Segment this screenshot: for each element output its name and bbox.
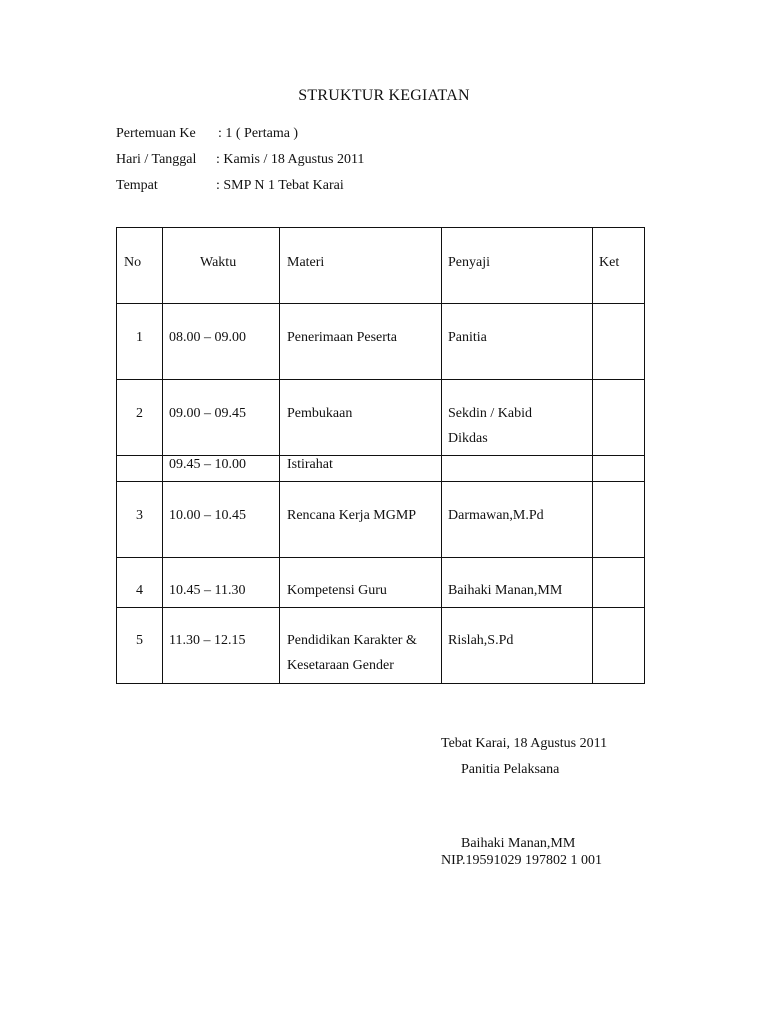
- ket-cell: [593, 608, 644, 683]
- table-row: [117, 558, 645, 608]
- info-label: Hari / Tanggal: [116, 152, 197, 167]
- ket-cell: [593, 304, 644, 379]
- table-row: [117, 304, 645, 380]
- materi-cell: Pendidikan Karakter &: [287, 633, 417, 648]
- info-label: Tempat: [116, 178, 158, 193]
- table-row: [117, 482, 645, 558]
- waktu-cell: 10.45 – 11.30: [169, 583, 246, 598]
- ket-cell: [593, 558, 644, 607]
- no-cell: 3: [136, 508, 143, 523]
- header-cell: Waktu: [200, 255, 237, 270]
- materi-cell: Kompetensi Guru: [287, 583, 387, 598]
- materi-cell-line2: Kesetaraan Gender: [287, 658, 394, 673]
- materi-cell: Rencana Kerja MGMP: [287, 508, 417, 523]
- header-cell: Ket: [599, 255, 620, 270]
- header-cell: Materi: [287, 255, 325, 270]
- waktu-cell: 10.00 – 10.45: [169, 508, 246, 523]
- penyaji-cell: Darmawan,M.Pd: [448, 508, 544, 523]
- info-label: Pertemuan Ke: [116, 126, 196, 141]
- info-value: : 1 ( Pertama ): [218, 126, 299, 141]
- penyaji-cell-line2: Dikdas: [448, 431, 488, 446]
- ket-cell: [593, 456, 644, 481]
- no-cell: 1: [136, 330, 143, 345]
- no-cell: 2: [136, 406, 143, 421]
- document-title: STRUKTUR KEGIATAN: [298, 87, 470, 104]
- table-row: [117, 608, 645, 684]
- no-cell: 4: [136, 583, 143, 598]
- table-header-row: [117, 228, 645, 304]
- schedule-table: [116, 227, 645, 684]
- table-row: [117, 380, 645, 456]
- signature-nip: NIP.19591029 197802 1 001: [441, 853, 603, 868]
- waktu-cell: 08.00 – 09.00: [169, 330, 246, 345]
- table-row: [117, 456, 645, 482]
- penyaji-cell: [442, 456, 592, 481]
- waktu-cell: 09.00 – 09.45: [169, 406, 246, 421]
- penyaji-cell: Panitia: [448, 330, 487, 345]
- header-cell: Penyaji: [448, 255, 490, 270]
- no-cell: [117, 456, 162, 481]
- materi-cell: Pembukaan: [287, 406, 353, 421]
- waktu-cell: 09.45 – 10.00: [169, 457, 246, 472]
- ket-cell: [593, 380, 644, 455]
- ket-cell: [593, 482, 644, 557]
- penyaji-cell: Rislah,S.Pd: [448, 633, 514, 648]
- signature-role: Panitia Pelaksana: [461, 762, 560, 777]
- penyaji-cell: Baihaki Manan,MM: [448, 583, 563, 598]
- no-cell: 5: [136, 633, 143, 648]
- penyaji-cell: Sekdin / Kabid: [448, 406, 532, 421]
- waktu-cell: 11.30 – 12.15: [169, 633, 246, 648]
- info-value: : Kamis / 18 Agustus 2011: [216, 152, 365, 167]
- signature-place-date: Tebat Karai, 18 Agustus 2011: [441, 736, 608, 751]
- materi-cell: Penerimaan Peserta: [287, 330, 398, 345]
- materi-cell: Istirahat: [287, 457, 333, 472]
- info-value: : SMP N 1 Tebat Karai: [216, 178, 344, 193]
- signature-name: Baihaki Manan,MM: [461, 836, 576, 851]
- header-cell: No: [124, 255, 142, 270]
